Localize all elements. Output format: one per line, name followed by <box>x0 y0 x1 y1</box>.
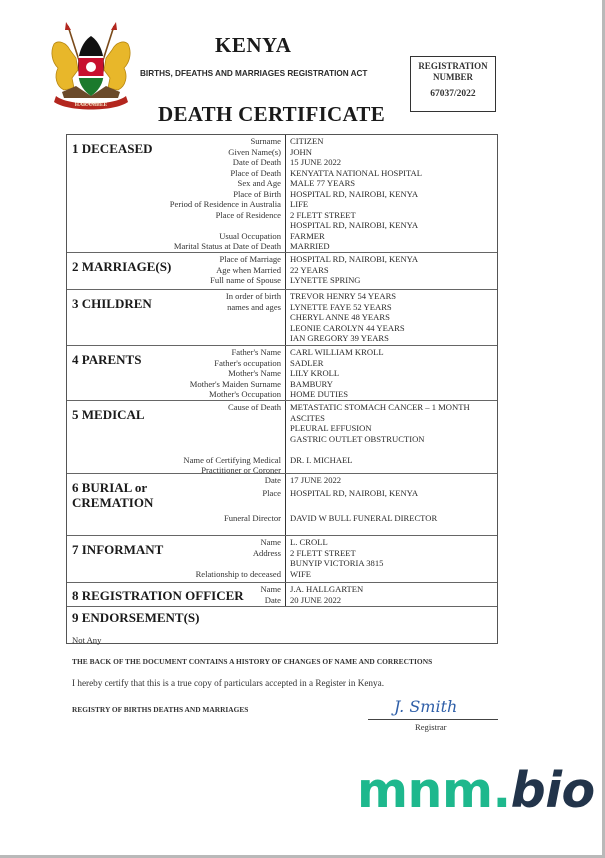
field-value: CHERYL ANNE 48 YEARS <box>290 312 390 323</box>
section-title-line: CREMATION <box>72 495 154 510</box>
field-label: Surname <box>250 136 281 146</box>
field-label: Age when Married <box>216 264 281 275</box>
section-title: 8 REGISTRATION OFFICER <box>72 588 244 603</box>
field-value: PLEURAL EFFUSION <box>290 423 372 434</box>
field-value: HOSPITAL RD, NAIROBI, KENYA <box>290 220 419 231</box>
field-value: HOSPITAL RD, NAIROBI, KENYA <box>290 487 419 498</box>
field-value: BUNYIP VICTORIA 3815 <box>290 558 384 569</box>
section-title: 7 INFORMANT <box>72 542 164 557</box>
field-label: names and ages <box>227 301 281 312</box>
registry-name: REGISTRY OF BIRTHS DEATHS AND MARRIAGES <box>72 705 249 714</box>
field-label: Full name of Spouse <box>210 275 281 286</box>
field-row <box>67 189 497 200</box>
field-label: Place of Residence <box>215 209 281 220</box>
field-label: Funeral Director <box>223 512 281 523</box>
field-row <box>67 312 497 323</box>
watermark-part: bio <box>510 762 595 819</box>
field-row <box>67 548 497 559</box>
field-label: Marital Status at Date of Death <box>173 241 281 252</box>
field-label: Sex and Age <box>237 178 281 189</box>
signature-text: J. Smith <box>394 697 458 716</box>
field-value: ASCITES <box>290 412 325 423</box>
section-title-line: 6 BURIAL or <box>72 480 148 495</box>
registration-label: NUMBER <box>433 71 473 82</box>
section-title: 9 ENDORSEMENT(S) <box>72 610 200 625</box>
field-label: Place of Birth <box>233 188 281 199</box>
back-of-document-note: THE BACK OF THE DOCUMENT CONTAINS A HISTORY OF CHANGES OF NAME AND CORRECTIONS <box>72 657 433 666</box>
kenya-coat-of-arms-icon <box>48 22 134 110</box>
field-row <box>67 413 497 424</box>
certificate-table <box>66 134 498 644</box>
field-row <box>67 434 497 445</box>
endorsement-value: Not Any <box>72 635 102 645</box>
field-row <box>67 199 497 210</box>
field-row <box>67 358 497 369</box>
field-label: Mother's Occupation <box>209 389 281 400</box>
field-label: Relationship to deceased <box>195 568 281 579</box>
field-row <box>67 488 497 501</box>
field-label: In order of birth <box>225 291 281 301</box>
field-label: Practitioner or Coroner <box>201 465 281 476</box>
section-title: 2 MARRIAGE(S) <box>72 259 172 274</box>
field-label: Mother's Maiden Surname <box>189 378 281 389</box>
field-value: LILY KROLL <box>290 368 340 379</box>
field-row <box>67 475 497 488</box>
field-row <box>67 265 497 276</box>
field-label: Address <box>252 547 281 558</box>
field-row <box>67 389 497 400</box>
field-value: MARRIED <box>290 241 330 252</box>
watermark-logo <box>357 762 595 819</box>
field-value: HOSPITAL RD, NAIROBI, KENYA <box>290 188 419 199</box>
section-children <box>67 290 497 346</box>
field-value: LEONIE CAROLYN 44 YEARS <box>290 322 405 333</box>
field-value: 17 JUNE 2022 <box>290 475 342 485</box>
field-value: LYNETTE FAYE 52 YEARS <box>290 301 392 312</box>
field-label: Place of Marriage <box>219 254 281 264</box>
field-value: METASTATIC STOMACH CANCER – 1 MONTH <box>290 402 470 412</box>
field-label: Date <box>264 475 281 485</box>
field-row <box>67 323 497 334</box>
section-title: 5 MEDICAL <box>72 407 145 422</box>
field-row <box>67 500 497 513</box>
field-row <box>67 513 497 526</box>
field-row <box>67 231 497 242</box>
field-value: J.A. HALLGARTEN <box>290 584 364 594</box>
field-value: HOSPITAL RD, NAIROBI, KENYA <box>290 254 419 264</box>
field-value: BAMBURY <box>290 378 333 389</box>
field-value: 2 FLETT STREET <box>290 209 356 220</box>
section-title: 3 CHILDREN <box>72 296 152 311</box>
registrar-signature <box>390 693 480 719</box>
field-row <box>67 423 497 434</box>
field-label: Usual Occupation <box>219 230 281 241</box>
field-value: LIFE <box>290 199 309 210</box>
field-row <box>67 455 497 466</box>
field-row <box>67 254 497 265</box>
field-label: Place of Death <box>230 167 281 178</box>
field-value: 22 YEARS <box>290 264 329 275</box>
signature-line <box>368 719 498 720</box>
field-row <box>67 147 497 158</box>
field-value: IAN GREGORY 39 YEARS <box>290 333 389 344</box>
field-row <box>67 168 497 179</box>
field-value: TREVOR HENRY 54 YEARS <box>290 291 397 301</box>
field-row <box>67 584 497 595</box>
field-row <box>67 347 497 358</box>
country-title: KENYA <box>215 33 292 57</box>
field-row <box>67 302 497 313</box>
certification-statement: I hereby certify that this is a true copy of particulars accepted in a Register in Kenya. <box>72 678 384 688</box>
field-row <box>67 241 497 252</box>
field-row <box>67 157 497 168</box>
field-label: Name of Certifying Medical <box>183 454 281 465</box>
field-value: MALE 77 YEARS <box>290 178 356 189</box>
field-value: FARMER <box>290 230 325 241</box>
field-row <box>67 402 497 413</box>
section-marriage <box>67 253 497 290</box>
field-value: WIFE <box>290 568 312 579</box>
field-label: Date <box>264 594 281 605</box>
field-label: Father's Name <box>231 347 281 357</box>
field-row <box>67 275 497 286</box>
section-registration-officer <box>67 583 497 607</box>
field-value: KENYATTA NATIONAL HOSPITAL <box>290 167 422 178</box>
document-title: DEATH CERTIFICATE <box>158 102 386 126</box>
field-value: JOHN <box>290 146 312 157</box>
field-row <box>67 595 497 606</box>
section-endorsements <box>67 607 497 644</box>
field-value: CITIZEN <box>290 136 324 146</box>
field-row <box>67 178 497 189</box>
field-row <box>67 368 497 379</box>
field-row <box>67 379 497 390</box>
field-row <box>67 136 497 147</box>
section-medical <box>67 401 497 474</box>
field-value: 2 FLETT STREET <box>290 547 356 558</box>
registration-number-box <box>410 56 496 112</box>
field-label: Name <box>260 537 281 547</box>
field-value: 20 JUNE 2022 <box>290 594 342 605</box>
registration-number: 67037/2022 <box>430 89 476 99</box>
field-label: Name <box>260 584 281 594</box>
field-row <box>67 569 497 580</box>
field-label: Mother's Name <box>228 368 281 379</box>
field-row <box>67 558 497 569</box>
field-value: GASTRIC OUTLET OBSTRUCTION <box>290 433 425 444</box>
field-label: Date of Death <box>232 157 281 168</box>
section-deceased <box>67 135 497 253</box>
field-row <box>67 220 497 231</box>
field-row <box>67 537 497 548</box>
section-parents <box>67 346 497 401</box>
field-value: DAVID W BULL FUNERAL DIRECTOR <box>290 512 438 523</box>
section-title: 4 PARENTS <box>72 352 142 367</box>
field-label: Father's occupation <box>214 357 281 368</box>
field-value: DR. I. MICHAEL <box>290 454 353 465</box>
section-informant <box>67 536 497 583</box>
field-label: Given Name(s) <box>228 146 281 157</box>
field-row <box>67 210 497 221</box>
field-row <box>67 291 497 302</box>
field-value: 15 JUNE 2022 <box>290 157 342 168</box>
registrar-label: Registrar <box>415 722 447 732</box>
registration-label: REGISTRATION <box>418 61 488 71</box>
field-row <box>67 444 497 455</box>
field-value: SADLER <box>290 357 324 368</box>
crest-motto: HARAMBEE <box>74 102 108 108</box>
watermark-part: mnm. <box>357 762 511 819</box>
act-subtitle: BIRTHS, DFEATHS AND MARRIAGES REGISTRATION ACT <box>140 69 368 78</box>
section-title: 1 DECEASED <box>72 141 153 156</box>
field-label: Period of Residence in Australia <box>169 199 281 210</box>
section-burial <box>67 474 497 536</box>
field-value: HOME DUTIES <box>290 389 349 400</box>
field-value: L. CROLL <box>290 537 328 547</box>
field-value: LYNETTE SPRING <box>290 275 361 286</box>
field-row <box>67 333 497 344</box>
field-value: CARL WILLIAM KROLL <box>290 347 384 357</box>
field-label: Place <box>262 487 281 498</box>
field-label: Cause of Death <box>228 402 281 412</box>
